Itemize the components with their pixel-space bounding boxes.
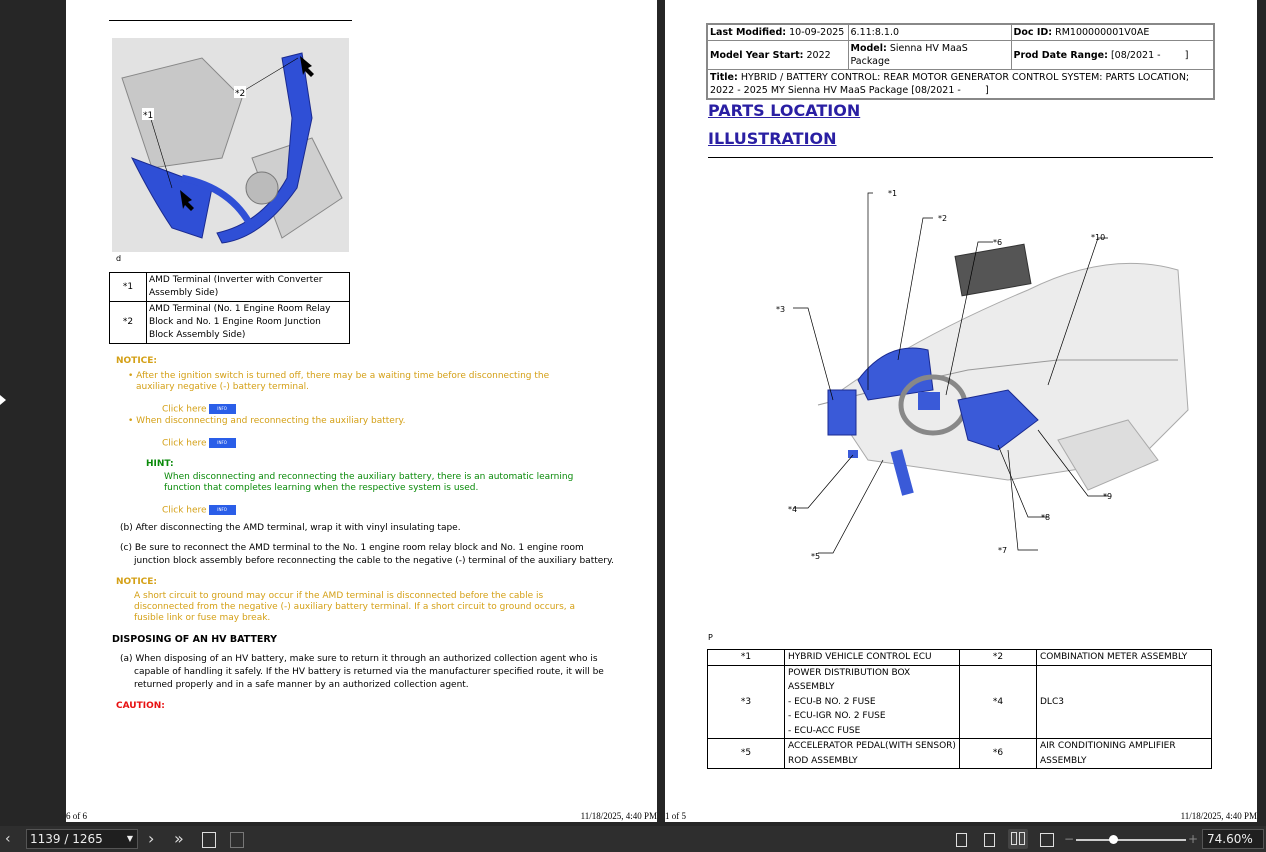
divider [708, 157, 1213, 158]
legend-key: *1 [110, 273, 147, 302]
left-edge-arrow[interactable] [0, 395, 6, 405]
last-modified: 10-09-2025 [789, 27, 845, 38]
legend-text: AMD Terminal (No. 1 Engine Room Relay Block and No. 1 Engine Room Junction Block Assembly Side) [147, 302, 350, 344]
click-here-link[interactable]: Click here INFO [162, 505, 236, 516]
doc-title: HYBRID / BATTERY CONTROL: REAR MOTOR GENERATOR CONTROL SYSTEM: PARTS LOCATION; 2022 - 2025 MY Sienna HV MaaS Package [08/2021 - ] [710, 72, 1193, 96]
zoom-slider-handle[interactable] [1109, 835, 1118, 844]
callout-7: *7 [998, 546, 1008, 555]
engine-room-figure [112, 38, 349, 252]
part-line: - ECU-ACC FUSE [788, 725, 861, 736]
part-line: ACCELERATOR PEDAL(WITH SENSOR) [788, 741, 956, 751]
dropdown-icon[interactable]: ▼ [126, 834, 133, 843]
hint-label: HINT: [146, 459, 174, 469]
legend-table [109, 272, 350, 344]
click-here-link[interactable]: Click here INFO [162, 404, 236, 415]
page-number-input[interactable] [26, 829, 138, 849]
page-indicator: 1139 / 1265 [30, 832, 103, 846]
continuous-view-icon[interactable] [984, 833, 995, 847]
part-name [785, 739, 960, 769]
part-key: *2 [960, 650, 1037, 666]
step-c: (c) Be sure to reconnect the AMD terminal to the No. 1 engine room relay block and No. 1 engine room junction block assembly before reconnecting the cable to the negative (-) terminal of the auxiliary battery. [120, 543, 614, 566]
legend-text: AMD Terminal (Inverter with Converter Assembly Side) [147, 273, 350, 302]
figure-callout-1: *1 [143, 111, 154, 121]
dashboard-illustration [708, 160, 1213, 642]
notice-text: A short circuit to ground may occur if the AMD terminal is disconnected before the cable is disconnected from the negative (-) auxiliary battery terminal. If a short circuit to ground occurs, a fusible link or fuse may break. [134, 591, 576, 623]
part-line: AIR CONDITIONING AMPLIFIER [1040, 741, 1176, 751]
info-icon[interactable]: INFO [209, 404, 236, 414]
part-key: *4 [960, 665, 1037, 739]
page-footer-date: 11/18/2025, 4:40 PM [580, 811, 657, 821]
two-page-view-icon[interactable] [1008, 829, 1028, 849]
part-line: - ECU-IGR NO. 2 FUSE [788, 711, 886, 721]
click-here-link[interactable]: Click here INFO [162, 438, 236, 449]
callout-2: *2 [938, 214, 948, 223]
prod-date: [08/2021 - ] [1110, 49, 1189, 61]
table-row [708, 739, 1212, 769]
callout-5: *5 [811, 552, 821, 561]
single-page-view-icon[interactable] [956, 833, 967, 847]
part-key: *3 [708, 665, 785, 739]
callout-8: *8 [1041, 513, 1051, 522]
part-name [1037, 665, 1212, 739]
notice-label: NOTICE: [116, 577, 158, 587]
section-heading: DISPOSING OF AN HV BATTERY [112, 634, 278, 645]
pdf-page-left: *1 *2 d *1 AMD Terminal (Inverter with Converter Assembly Side) *2 AMD Terminal (No. 1 Engine Room Relay Block and No. 1 Engine Room Junction Block Assembly Side) NOTICE: • After the ignition switch is turned off, there may be a waiting time before disconnecting the auxiliary negative (-) battery terminal. Click here INFO • When disconnecting and reconnecting the auxiliary battery. Click here INFO HINT: When disconnecting and reconnecting the auxiliary battery, there is an automatic learning function that completes learning when the respective system is used. Click here INFO (b) After disconnecting the AMD terminal, wrap it with vinyl insulating tape. (c) Be sure to reconnect the AMD terminal to the No. 1 engine room relay block and No. 1 engine room junction block assembly before reconnecting the cable to the negative (-) terminal of the auxiliary battery. NOTICE: A short circuit to ground may occur if the AMD terminal is disconnected before the cable is disconnected from the negative (-) auxiliary battery terminal. If a short circuit to ground occurs, a fusible link or fuse may break. DISPOSING OF AN HV BATTERY (a) When disposing of an HV battery, make sure to return it through an authorized collection agent who is capable of handling it safely. If the HV battery is returned via the manufacturer specified route, it will be returned properly and in a safe manner by an authorized collection agent. CAUTION: 6 of 6 11/18/2025, 4:40 PM [66, 0, 657, 822]
pdf-page-right [665, 0, 1257, 822]
part-line: POWER DISTRIBUTION BOX [788, 667, 911, 678]
part-line: DLC3 [1040, 696, 1064, 707]
doc-id: RM100000001V0AE [1055, 27, 1150, 38]
doc-header-table: Last Modified: 10-09-2025 6.11:8.1.0 Doc ID: RM100000001V0AE Model Year Start: 2022 Model: Sienna HV MaaS Package Prod Date Range: [08/2021 - ] Title: HYBRID / BATTERY CONTROL: REAR MOTOR GENERATOR CONTROL SYSTEM: PARTS LOCATION; 2022 - 2025 MY Sienna HV MaaS Package [08/2021 - ] [706, 23, 1215, 100]
page-footer-number: 6 of 6 [66, 811, 87, 821]
version: 6.11:8.1.0 [848, 24, 1011, 41]
two-page-continuous-icon[interactable] [1040, 833, 1054, 847]
notice-item: When disconnecting and reconnecting the auxiliary battery. [136, 416, 406, 426]
part-name [1037, 650, 1212, 666]
next-page-button[interactable]: › [148, 829, 155, 848]
part-key: *1 [708, 650, 785, 666]
info-icon[interactable]: INFO [209, 505, 236, 515]
legend-key: *2 [110, 302, 147, 344]
part-line: HYBRID VEHICLE CONTROL ECU [788, 652, 932, 662]
figure-code: d [116, 254, 122, 263]
parts-location-link[interactable]: PARTS LOCATION [708, 101, 861, 120]
pdf-toolbar [0, 826, 1266, 852]
figure-code: P [708, 633, 713, 642]
table-row [708, 665, 1212, 739]
extract-page-icon[interactable] [230, 832, 244, 848]
model-year: 2022 [806, 49, 831, 61]
caution-label: CAUTION: [116, 701, 165, 711]
part-name [785, 665, 960, 739]
notice-item: After the ignition switch is turned off, there may be a waiting time before disconnecting the auxiliary negative (-) battery terminal. [136, 371, 550, 392]
part-name [1037, 739, 1212, 769]
page-footer-number: 1 of 5 [665, 811, 686, 821]
figure-callout-2: *2 [235, 89, 246, 99]
callout-4: *4 [788, 505, 798, 514]
callout-10: *10 [1091, 233, 1106, 242]
callout-3: *3 [776, 305, 786, 314]
zoom-level-input[interactable]: 74.60% [1202, 829, 1264, 849]
part-key: *6 [960, 739, 1037, 769]
table-row [708, 650, 1212, 666]
zoom-out-button[interactable]: − [1064, 832, 1075, 846]
part-line: COMBINATION METER ASSEMBLY [1040, 652, 1188, 662]
step-a: (a) When disposing of an HV battery, make sure to return it through an authorized collection agent who is capable of handling it safely. If the HV battery is returned via the manufacturer specified route, it will be returned properly and in a safe manner by an authorized collection agent. [120, 654, 604, 690]
illustration-link[interactable]: ILLUSTRATION [708, 129, 837, 148]
table-row [110, 273, 350, 302]
part-line: - ECU-B NO. 2 FUSE [788, 696, 876, 707]
callout-9: *9 [1103, 492, 1113, 501]
page-footer-date: 11/18/2025, 4:40 PM [1180, 811, 1257, 821]
part-line: ASSEMBLY [1040, 755, 1087, 766]
model: Sienna HV MaaS Package [850, 43, 968, 67]
part-key: *5 [708, 739, 785, 769]
callout-1: *1 [888, 189, 898, 198]
divider [109, 20, 352, 21]
table-row [110, 302, 350, 344]
parts-table [707, 649, 1212, 769]
hint-text: When disconnecting and reconnecting the auxiliary battery, there is an automatic learning function that completes learning when the respective system is used. [164, 472, 574, 493]
part-name [785, 650, 960, 666]
part-line: ROD ASSEMBLY [788, 755, 858, 766]
notice-label: NOTICE: [116, 356, 158, 366]
last-page-button[interactable]: » [174, 829, 184, 848]
callout-6: *6 [993, 238, 1003, 247]
prev-page-button[interactable]: ‹ [5, 831, 11, 847]
zoom-slider[interactable] [1076, 839, 1186, 841]
step-b: (b) After disconnecting the AMD terminal, wrap it with vinyl insulating tape. [120, 523, 461, 533]
zoom-in-button[interactable]: + [1188, 832, 1199, 846]
part-line: ASSEMBLY [788, 682, 835, 692]
info-icon[interactable]: INFO [209, 438, 236, 448]
rotate-page-icon[interactable] [202, 832, 216, 848]
